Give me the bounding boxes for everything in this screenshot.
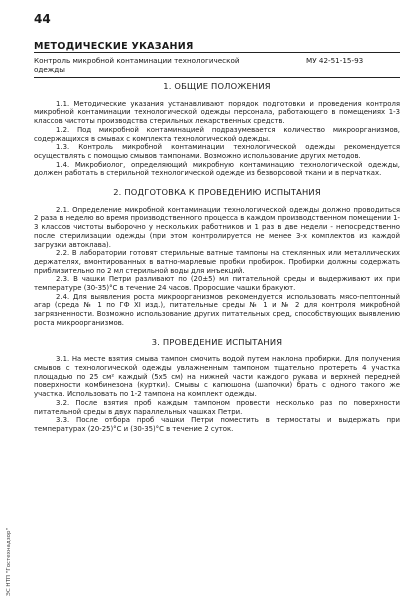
document-type-label: МЕТОДИЧЕСКИЕ УКАЗАНИЯ [34,41,194,52]
paragraph-1-3: 1.3. Контроль микробной контаминации технологической одежды рекомендуется осуществлять с помощью смывов тампонами. Возможно использование других методов. [34,143,400,160]
document-title: Контроль микробной контаминации технологической одежды [34,56,240,74]
paragraph-2-1: 2.1. Определение микробной контаминации технологической одежды должно проводиться 2 раза в неделю во время производственного процесса в каждом производственном помещении 1-3 классов чистоты выборочно у нескольких работников и 1 раз в две недели - непосредственно после стерилизации одежды (при этом контролируется не менее 3-х комплектов из каждой загрузки автоклава). [34,205,400,249]
document-code: МУ 42-51-15-93 [306,56,364,65]
section-preparation [34,188,400,328]
header-rule-bottom [34,77,400,78]
header-rule-top [34,52,400,53]
margin-stamp-text: ЭС НТП "Гостехнадзор" [6,527,12,596]
section-heading: 1. ОБЩИЕ ПОЛОЖЕНИЯ [163,81,271,91]
paragraph-1-2: 1.2. Под микробной контаминацией подразумевается количество микроорганизмов, содержащихся в смывах с комплекта технологической одежды. [34,125,400,143]
paragraph-2-3: 2.3. В чашки Петри разливают по (20±5) мл питательной среды и выдерживают их при температуре (30-35)°С в течение 24 часов. Проросшие чашки бракуют. [34,275,400,293]
paragraph-3-3: 3.3. После отбора проб чашки Петри поместить в термостаты и выдержать при температурах (20-25)°С и (30-35)°С в течение 2 суток. [34,416,400,433]
paragraph-2-4: 2.4. Для выявления роста микроорганизмов рекомендуется использовать мясо-пептонный агар (среда № 1 по ГФ XI изд.), питательные среды № 1 и № 2 для контроля микробной загрязненности. Возможно использование других питательных сред, способствующих выявлению роста микроорганизмов. [34,292,400,327]
document-body [34,82,400,444]
section-heading: 3. ПРОВЕДЕНИЕ ИСПЫТАНИЯ [151,336,283,347]
paragraph-1-1: 1.1. Методические указания устанавливают порядок подготовки и проведения контроля микробной контаминации технологической одежды персонала, работающего в помещениях 1-3 классов чистоты производства стерильных лекарственных средств. [34,99,400,126]
paragraph-3-2: 3.2. После взятия проб каждым тампоном провести несколько раз по поверхности питательной среды в двух параллельных чашках Петри. [34,398,400,416]
paragraph-3-1: 3.1. На месте взятия смыва тампон смочить водой путем наклона пробирки. Для получения смывов с технологической одежды увлажненным тампоном тщательно протереть 4 участка площадью по 25 см² каждый (5х5 см) на нижней части каждого рукава и верхней передней поверхности комбинезона (куртки). Смывы с капюшона (шапочки) брать с одного такого же участка. Использовать по 1-2 тампона на комплект одежды. [34,355,400,399]
margin-stamp [4,522,13,596]
page-number: 44 [34,12,51,26]
paragraph-2-2: 2.2. В лаборатории готовят стерильные ватные тампоны на стеклянных или металлических держателях, вмонтированных в ватно-марлевые пробки пробирок. Пробирки должны содержать приблизительно по 2 мл стерильной воды для инъекций. [34,249,400,275]
section-testing [34,338,400,434]
section-heading: 2. ПОДГОТОВКА К ПРОВЕДЕНИЮ ИСПЫТАНИЯ [113,187,321,198]
paragraph-1-4: 1.4. Микробиолог, определяющий микробную контаминацию технологической одежды, должен работать в стерильной технологической одежде из безворсовой ткани и в перчатках. [34,160,400,178]
section-general [34,82,400,178]
